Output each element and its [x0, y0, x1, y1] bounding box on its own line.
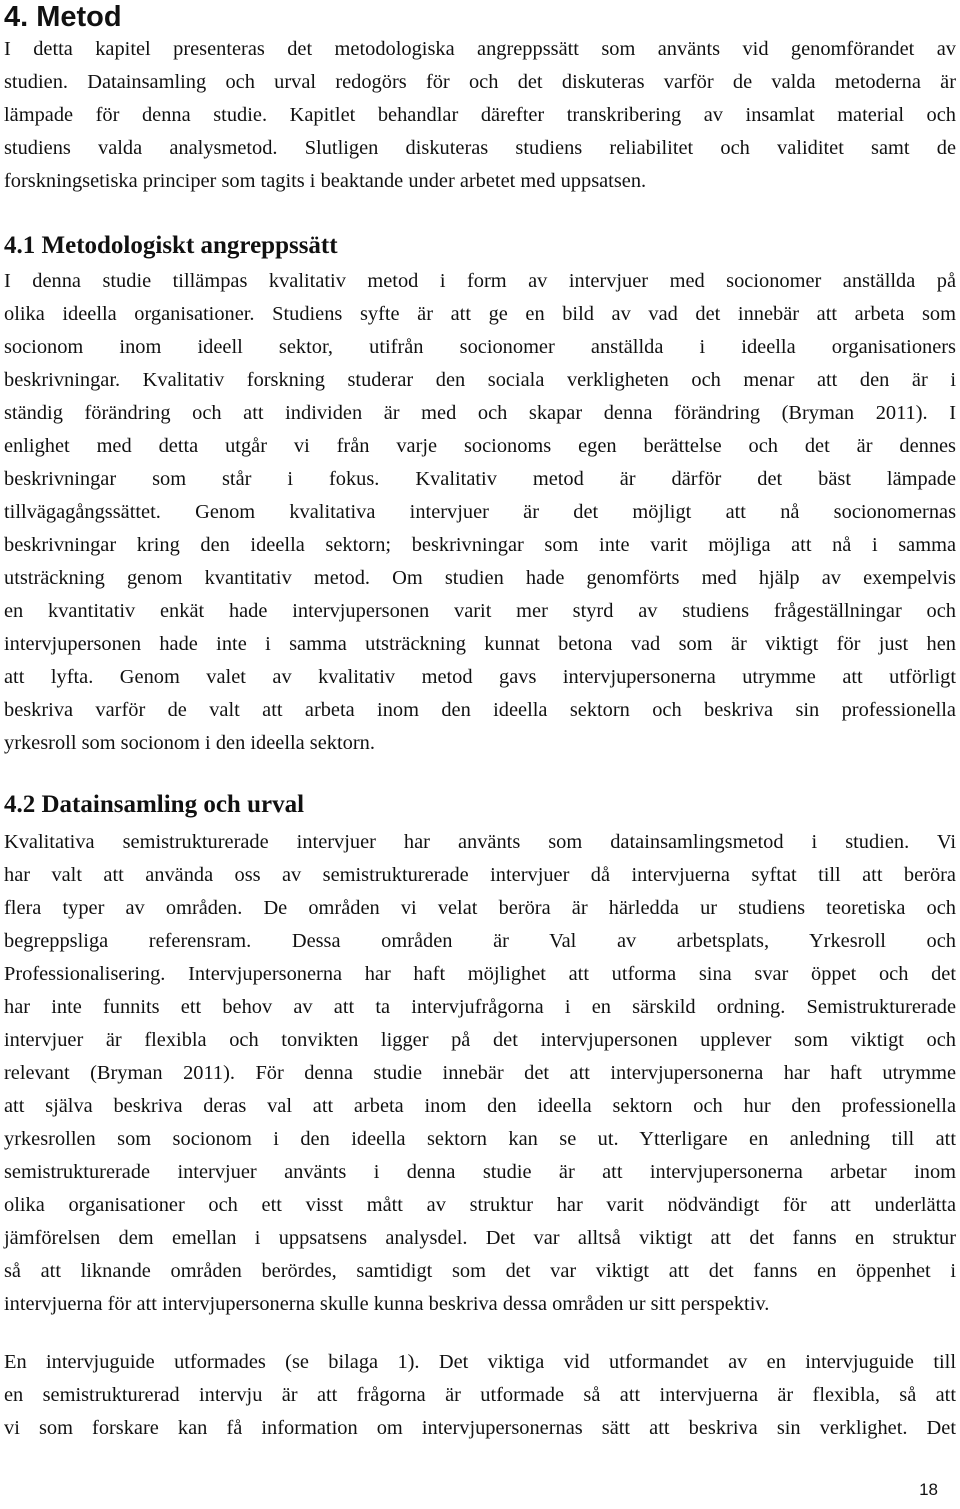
text-line: beskrivningar som står i fokus. Kvalitativ metod är därför det bäst lämpade: [4, 468, 956, 490]
text-line: att själva beskriva deras val att arbeta inom den ideella sektorn och hur den professionella: [4, 1095, 956, 1117]
intro-paragraph: [4, 33, 956, 198]
text-line: yrkesroll som socionom i den ideella sektorn.: [4, 732, 375, 754]
text-line: har valt att använda oss av semistrukturerade intervjuer då intervjuerna syftat till att beröra: [4, 864, 956, 886]
text-line: utsträckning genom kvantitativ metod. Om studien hade genomförts med hjälp av exempelvis: [4, 567, 956, 589]
text-line: enlighet med detta utgår vi från varje socionoms egen berättelse och det är dennes: [4, 435, 956, 457]
page-number: 18: [919, 1480, 938, 1499]
text-line: en semistrukturerad intervju är att frågorna är utformade så att intervjuerna är flexibla, så att: [4, 1384, 956, 1406]
text-line: ständig förändring och att individen är med och skapar denna förändring (Bryman 2011). I: [4, 402, 956, 424]
chapter-heading: 4. Metod: [4, 1, 122, 33]
text-line: att lyfta. Genom valet av kvalitativ metod gavs intervjupersonerna utrymme att utförligt: [4, 666, 956, 688]
text-line: intervjuerna för att intervjupersonerna skulle kunna beskriva dessa områden ur sitt perspektiv.: [4, 1293, 770, 1315]
section-heading-4-1: 4.1 Metodologiskt angreppssätt: [4, 232, 338, 259]
text-line: semistrukturerade intervjuer använts i denna studie är att intervjupersonerna arbetar inom: [4, 1161, 956, 1183]
text-line: intervjuer är flexibla och tonvikten ligger på det intervjupersonen upplever som viktigt och: [4, 1029, 956, 1051]
interview-guide-paragraph: [4, 1346, 956, 1445]
text-line: beskrivningar. Kvalitativ forskning studerar den sociala verkligheten och menar att den är i: [4, 369, 956, 391]
section-4-2-paragraph: [4, 826, 956, 1321]
text-line: olika ideella organisationer. Studiens syfte är att ge en bild av vad det innebär att arbeta som: [4, 303, 956, 325]
text-line: Professionalisering. Intervjupersonerna har haft möjlighet att utforma sina svar öppet och det: [4, 963, 956, 985]
text-line: har inte funnits ett behov av att ta intervjufrågorna i en särskild ordning. Semistrukturerade: [4, 996, 956, 1018]
text-line: jämförelsen dem emellan i uppsatsens analysdel. Det var alltså viktigt att det fanns en struktur: [4, 1227, 956, 1249]
text-line: intervjupersonen hade inte i samma utsträckning kunnat betona vad som är viktigt för just hen: [4, 633, 956, 655]
text-line: vi som forskare kan få information om intervjupersonernas sätt att beskriva sin verklighet. Det: [4, 1417, 956, 1439]
text-line: En intervjuguide utformades (se bilaga 1). Det viktiga vid utformandet av en intervjuguide till: [4, 1351, 956, 1373]
text-line: beskriva varför de valt att arbeta inom den ideella sektorn och beskriva sin professionella: [4, 699, 956, 721]
text-line: tillvägagångssättet. Genom kvalitativa intervjuer är det möjligt att nå socionomernas: [4, 501, 956, 523]
text-line: relevant (Bryman 2011). För denna studie innebär det att intervjupersonerna har haft utrymme: [4, 1062, 956, 1084]
text-line: socionom inom ideell sektor, utifrån socionomer anställda i ideella organisationers: [4, 336, 956, 358]
text-line: I denna studie tillämpas kvalitativ metod i form av intervjuer med socionomer anställda på: [4, 270, 956, 292]
text-line: olika organisationer och ett visst mått av struktur har varit nödvändigt för att underlätta: [4, 1194, 956, 1216]
section-heading-4-2: 4.2 Datainsamling och urval: [4, 791, 305, 818]
text-line: lämpade för denna studie. Kapitlet behandlar därefter transkribering av insamlat material och: [4, 104, 956, 126]
text-line: Kvalitativa semistrukturerade intervjuer har använts som datainsamlingsmetod i studien. Vi: [4, 831, 956, 853]
section-4-1-paragraph: [4, 265, 956, 760]
text-line: begreppsliga referensram. Dessa områden är Val av arbetsplats, Yrkesroll och: [4, 930, 956, 952]
text-line: yrkesrollen som socionom i den ideella sektorn kan se ut. Ytterligare en anledning till att: [4, 1128, 956, 1150]
text-line: en kvantitativ enkät hade intervjupersonen varit mer styrd av studiens frågeställningar och: [4, 600, 956, 622]
text-line: studien. Datainsamling och urval redogörs för och det diskuteras varför de valda metoderna är: [4, 71, 956, 93]
text-line: forskningsetiska principer som tagits i beaktande under arbetet med uppsatsen.: [4, 170, 647, 192]
text-line: I detta kapitel presenteras det metodologiska angreppssätt som använts vid genomförandet av: [4, 38, 956, 60]
text-line: flera typer av områden. De områden vi velat beröra är härledda ur studiens teoretiska och: [4, 897, 956, 919]
text-line: beskrivningar kring den ideella sektorn; beskrivningar som inte varit möjliga att nå i samma: [4, 534, 956, 556]
text-line: så att liknande områden berördes, samtidigt som det var viktigt att det fanns en öppenhet i: [4, 1260, 956, 1282]
text-line: studiens valda analysmetod. Slutligen diskuteras studiens reliabilitet och validitet samt de: [4, 137, 956, 159]
